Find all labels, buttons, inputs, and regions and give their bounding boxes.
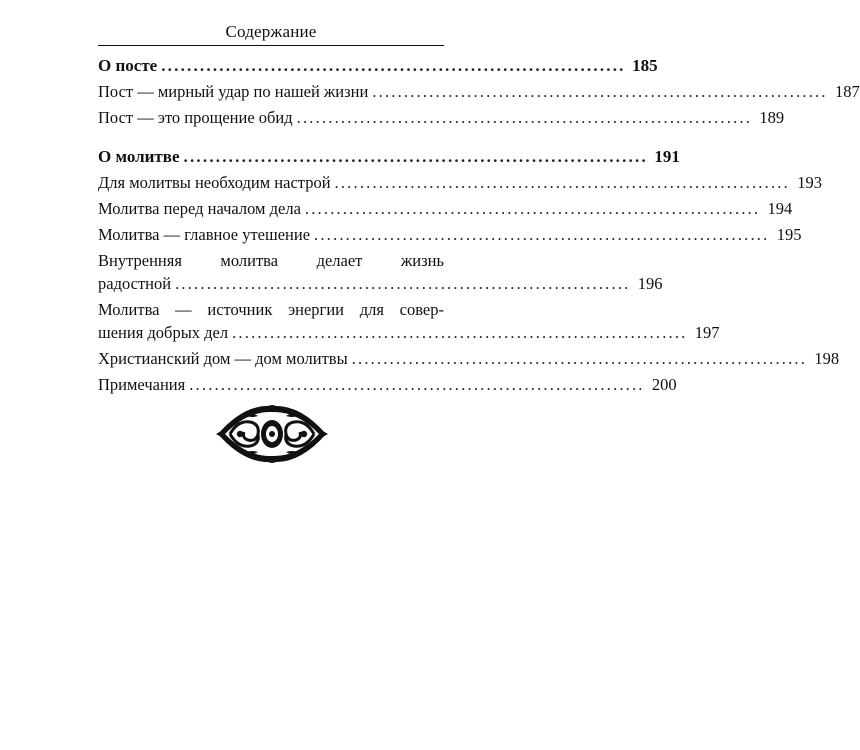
toc-entry-title: Христианский дом — дом молитвы: [98, 349, 348, 368]
leader-dots: ........................................................................: [161, 56, 626, 75]
toc-entry[interactable]: [98, 347, 840, 370]
table-of-contents: [98, 54, 860, 396]
leader-dots: ........................................................................: [296, 108, 753, 127]
toc-page-number: 197: [694, 323, 720, 342]
toc-entry-title: Пост — мирный удар по нашей жизни: [98, 82, 369, 101]
leader-dots: ........................................................................: [334, 173, 790, 192]
toc-entry-title: О молитве: [98, 147, 180, 166]
toc-entry[interactable]: [98, 298, 720, 344]
running-title: Содержание: [225, 22, 317, 41]
toc-entry[interactable]: [98, 197, 793, 220]
toc-page-number: 191: [654, 147, 680, 166]
toc-entry[interactable]: [98, 171, 822, 194]
toc-page-number: 195: [776, 225, 802, 244]
toc-section-heading[interactable]: [98, 145, 680, 168]
toc-entry-title: О посте: [98, 56, 158, 75]
toc-page-number: 196: [637, 274, 663, 293]
header-rule: [98, 45, 444, 46]
toc-page-number: 200: [651, 375, 677, 394]
toc-entry-title: Молитва перед началом дела: [98, 199, 301, 218]
leader-dots: ........................................................................: [175, 274, 631, 293]
toc-entry-title-line-1: Молитва — источник энергии для совер-: [98, 300, 444, 319]
toc-entry-title-line-1: Внутренняя молитва делает жизнь: [98, 251, 444, 270]
toc-page-number: 194: [767, 199, 793, 218]
leader-dots: ........................................................................: [304, 199, 761, 218]
toc-entry-title: Молитва — главное утешение: [98, 225, 311, 244]
toc-page-number: 198: [814, 349, 840, 368]
leader-dots: ........................................................................: [232, 323, 688, 342]
leader-dots: ........................................................................: [183, 147, 648, 166]
toc-page-number: 189: [759, 108, 785, 127]
toc-entry[interactable]: [98, 249, 663, 295]
toc-entry-title: Примечания: [98, 375, 186, 394]
leader-dots: ........................................................................: [189, 375, 645, 394]
toc-page-number: 187: [834, 82, 860, 101]
leader-dots: ........................................................................: [351, 349, 808, 368]
toc-section-heading[interactable]: [98, 54, 658, 77]
toc-entry-title-line-2: шения добрых дел: [98, 323, 229, 342]
arabesque-ornament-icon: [216, 402, 328, 466]
toc-entry-title: Для молитвы необходим настрой: [98, 173, 331, 192]
toc-entry-title-line-2: радостной: [98, 274, 172, 293]
toc-page-number: 185: [632, 56, 658, 75]
toc-page-number: 193: [797, 173, 822, 192]
toc-entry[interactable]: [98, 373, 677, 396]
leader-dots: ........................................................................: [314, 225, 770, 244]
toc-entry[interactable]: [98, 223, 802, 246]
toc-entry[interactable]: [98, 80, 860, 103]
toc-entry[interactable]: [98, 106, 785, 129]
toc-entry-title: Пост — это прощение обид: [98, 108, 293, 127]
leader-dots: ........................................................................: [372, 82, 828, 101]
